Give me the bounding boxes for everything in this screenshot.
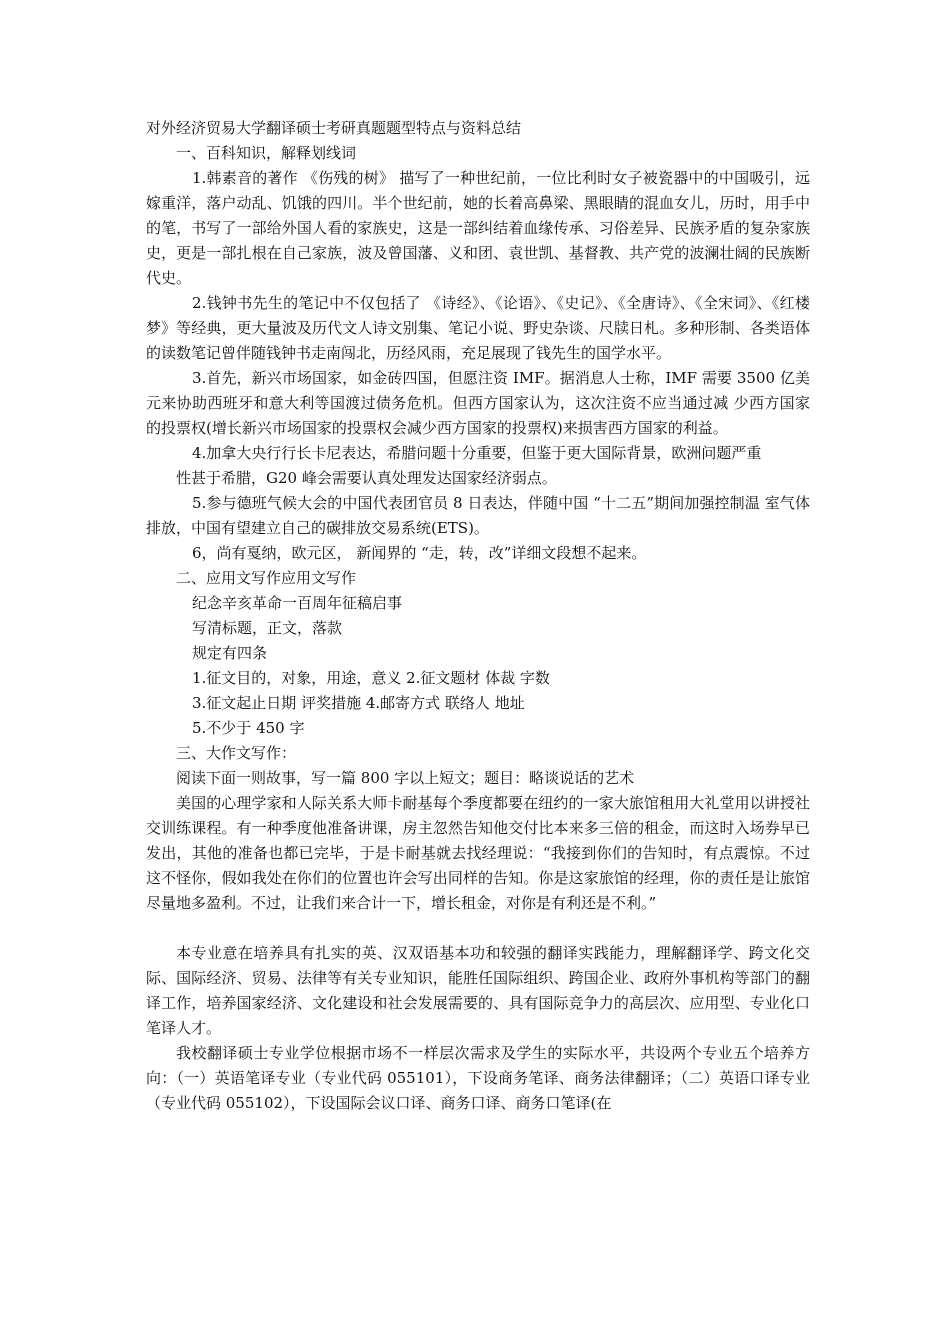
applied-writing-line: 写清标题，正文，落款 (192, 619, 343, 637)
program-description-paragraph: 本专业意在培养具有扎实的英、汉双语基本功和较强的翻译实践能力，理解翻译学、跨文化交际、国际经济、贸易、法律等有关专业知识，能胜任国际组织、跨国企业、政府外事机构等部门的翻译工作，培养国家经济、文化建设和社会发展需要的、具有国际竞争力的高层次、应用型、专业化口笔译人才。 (146, 944, 810, 1037)
essay-story: 美国的心理学家和人际关系大师卡耐基每个季度都要在纽约的一家大旅馆租用大礼堂用以讲授社交训练课程。有一种季度他准备讲课，房主忽然告知他交付比本来多三倍的租金，而这时入场券早已发出，其他的准备也都已完毕，于是卡耐基就去找经理说：“我接到你们的告知时，有点震惊。不过这不怪你，假如我处在你们的位置也许会写出同样的告知。你是这家旅馆的经理，你的责任是让旅馆尽量地多盈利。不过，让我们来合计一下，增长租金，对你是有利还是不利。” (146, 794, 810, 912)
section-heading-encyclopedia: 一、百科知识，解释划线词 (176, 144, 357, 162)
paragraph-item-3: 3.首先，新兴市场国家，如金砖四国，但愿注资 IMF。据消息人士称，IMF 需要 3500 亿美元来协助西班牙和意大利等国渡过债务危机。但西方国家认为，这次注资不应当通过减 少西方国家的投票权(增长新兴市场国家的投票权会减少西方国家的投票权)来损害西方国家的利益。 (146, 369, 810, 437)
document-page (146, 116, 810, 1116)
section-heading-essay: 三、大作文写作： (176, 744, 297, 762)
paragraph-item-4-continued: 性甚于希腊，G20 峰会需要认真处理发达国家经济弱点。 (176, 469, 557, 487)
paragraph-item-5: 5.参与德班气候大会的中国代表团官员 8 日表达，伴随中国 “十二五”期间加强控制温 室气体排放，中国有望建立自己的碳排放交易系统(ETS)。 (146, 494, 810, 537)
section-heading-applied-writing: 二、应用文写作应用文写作 (176, 569, 357, 587)
applied-writing-line: 1.征文目的，对象，用途，意义 2.征文题材 体裁 字数 (192, 669, 550, 687)
applied-writing-line: 5.不少于 450 字 (192, 719, 305, 737)
applied-writing-line: 3.征文起止日期 评奖措施 4.邮寄方式 联络人 地址 (192, 694, 525, 712)
paragraph-item-1: 1.韩素音的著作 《伤残的树》 描写了一种世纪前，一位比利时女子被瓷器中的中国吸引，远嫁重洋，落户动乱、饥饿的四川。半个世纪前，她的长着高鼻梁、黑眼睛的混血女儿，历时，用手中的笔，书写了一部给外国人看的家族史，这是一部纠结着血缘传承、习俗差异、民族矛盾的复杂家族史，更是一部扎根在自己家族，波及曾国藩、义和团、袁世凯、基督教、共产党的波澜壮阔的民族断代史。 (146, 169, 810, 287)
program-directions-paragraph: 我校翻译硕士专业学位根据市场不一样层次需求及学生的实际水平，共设两个专业五个培养方向：（一）英语笔译专业（专业代码 055101），下设商务笔译、商务法律翻译；（二）英语口译专业（专业代码 055102），下设国际会议口译、商务口译、商务口笔译(在 (146, 1044, 810, 1112)
document-title: 对外经济贸易大学翻译硕士考研真题题型特点与资料总结 (146, 119, 522, 137)
paragraph-item-6: 6，尚有戛纳，欧元区， 新闻界的 “走，转，改”详细文段想不起来。 (192, 544, 647, 562)
essay-prompt: 阅读下面一则故事，写一篇 800 字以上短文；题目：略谈说话的艺术 (176, 769, 635, 787)
applied-writing-line: 规定有四条 (192, 644, 268, 662)
blank-line (146, 916, 810, 941)
applied-writing-line: 纪念辛亥革命一百周年征稿启事 (192, 594, 403, 612)
paragraph-item-4: 4.加拿大央行行长卡尼表达，希腊问题十分重要，但鉴于更大国际背景，欧洲问题严重 (192, 444, 762, 462)
paragraph-item-2: 2.钱钟书先生的笔记中不仅包括了 《诗经》、《论语》、《史记》、《全唐诗》、《全宋词》、《红楼梦》等经典，更大量波及历代文人诗文别集、笔记小说、野史杂谈、尺牍日札。多种形制、各类语体的读数笔记曾伴随钱钟书走南闯北，历经风雨，充足展现了钱先生的国学水平。 (146, 294, 810, 362)
